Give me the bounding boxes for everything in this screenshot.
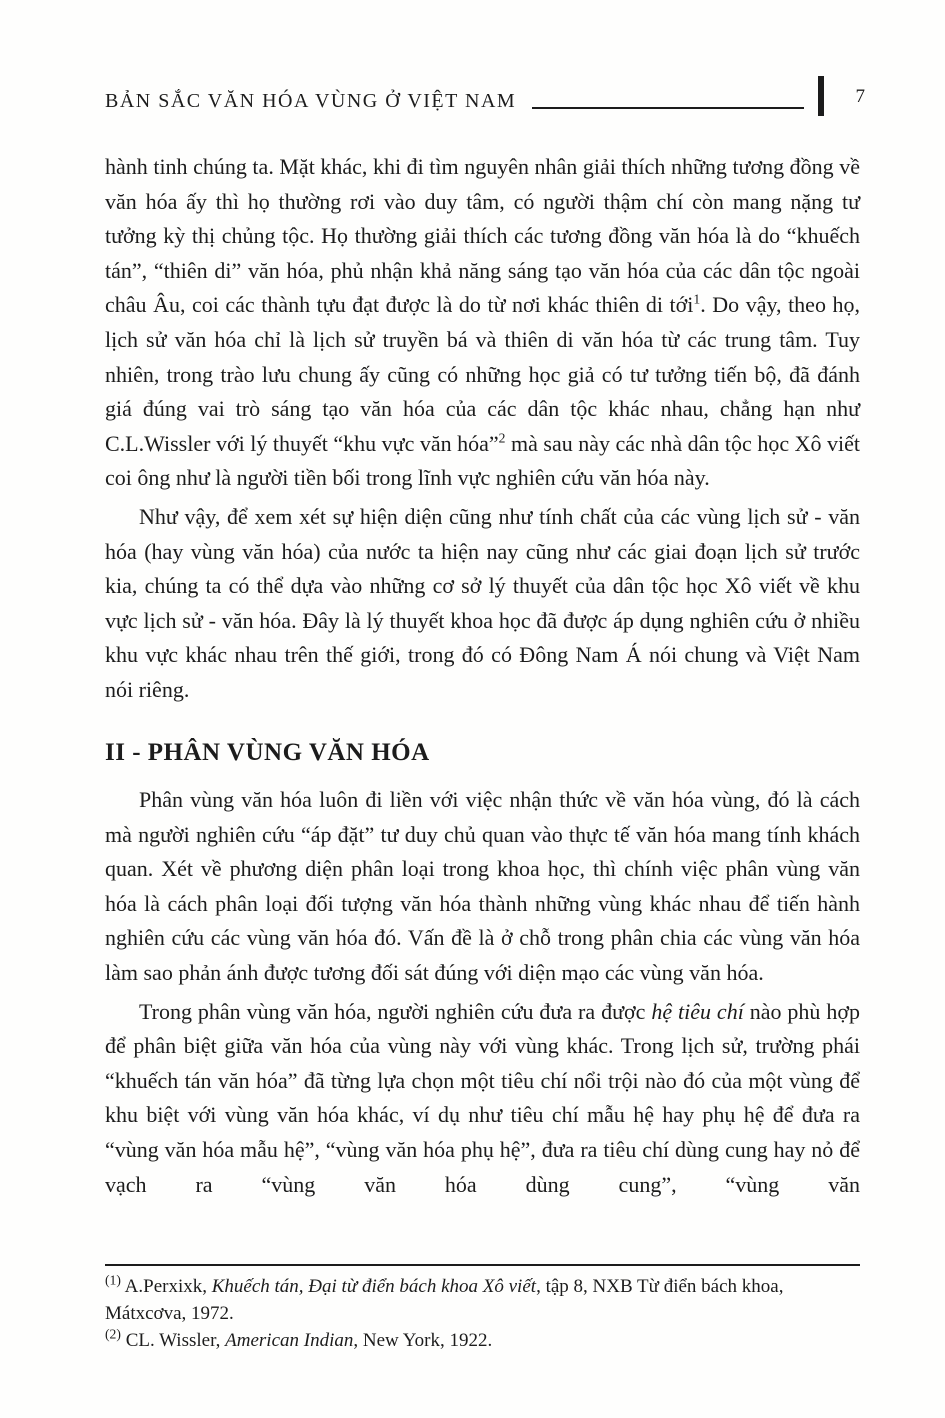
footnote-2 bbox=[105, 1327, 860, 1354]
page-number: 7 bbox=[855, 86, 865, 107]
paragraph-text: Trong phân vùng văn hóa, người nghiên cứu đưa ra được bbox=[139, 998, 652, 1024]
page-body bbox=[105, 150, 860, 1202]
footnote-marker-2: (2) bbox=[105, 1326, 121, 1342]
footnote-text: , New York, 1922. bbox=[353, 1330, 493, 1351]
emphasis-text: hệ tiêu chí bbox=[651, 998, 744, 1024]
paragraph-text: mà sau này các nhà dân tộc học Xô viết coi ông như là người tiền bối trong lĩnh vực nghiên cứu văn hóa này. bbox=[105, 430, 860, 491]
footnote-ref-1: 1 bbox=[693, 292, 701, 308]
footnote-1 bbox=[105, 1273, 860, 1327]
work-title: Khuếch tán, Đại từ điển bách khoa Xô viết bbox=[211, 1276, 537, 1297]
paragraph-text: . Do vậy, theo họ, lịch sử văn hóa chỉ là lịch sử truyền bá và thiên di văn hóa từ các trung tâm. Tuy nhiên, trong trào lưu chung ấy cũng có những học giả có tư tưởng tiến bộ, đã đánh giá đúng vai trò sáng tạo văn hóa của các dân tộc khác nhau, chẳng hạn như C.L.Wissler với lý thuyết “khu vực văn hóa” bbox=[105, 292, 860, 456]
footnote-text: , tập 8, NXB Từ điển bách khoa, Mátxcơva, 1972. bbox=[105, 1276, 784, 1324]
paragraph-3: Phân vùng văn hóa luôn đi liền với việc nhận thức về văn hóa vùng, đó là cách mà người nghiên cứu “áp đặt” tư duy chủ quan vào thực tế văn hóa mang tính khách quan. Xét về phương diện phân loại trong khoa học, thì chính việc phân vùng văn hóa là cách phân loại đối tượng văn hóa thành những vùng khác nhau để tiến hành nghiên cứu các vùng văn hóa đó. Vấn đề là ở chỗ trong phân chia các vùng văn hóa làm sao phản ánh được tương đối sát đúng với diện mạo các vùng văn hóa. bbox=[105, 787, 860, 986]
paragraph-4 bbox=[105, 995, 860, 1203]
footnote-marker-1: (1) bbox=[105, 1272, 121, 1288]
footnote-text: CL. Wissler, bbox=[120, 1330, 226, 1351]
paragraph-1 bbox=[105, 150, 860, 496]
footnote-ref-2: 2 bbox=[498, 430, 506, 446]
work-title: American Indian bbox=[225, 1330, 354, 1351]
footnotes-section bbox=[105, 1264, 860, 1354]
header-divider-bar bbox=[818, 76, 824, 116]
footnote-text: A.Perxixk, bbox=[120, 1276, 212, 1297]
section-heading: II - PHÂN VÙNG VĂN HÓA bbox=[105, 738, 430, 766]
paragraph-2: Như vậy, để xem xét sự hiện diện cũng như tính chất của các vùng lịch sử - văn hóa (hay vùng văn hóa) của nước ta hiện nay cũng như các giai đoạn lịch sử trước kia, chúng ta có thể dựa vào những cơ sở lý thuyết của dân tộc học Xô viết về khu vực lịch sử - văn hóa. Đây là lý thuyết khoa học đã được áp dụng nghiên cứu ở nhiều khu vực khác nhau trên thế giới, trong đó có Đông Nam Á nói chung và Việt Nam nói riêng. bbox=[105, 503, 860, 702]
header-rule bbox=[532, 107, 803, 109]
paragraph-text: hành tinh chúng ta. Mặt khác, khi đi tìm nguyên nhân giải thích những tương đồng về văn hóa ấy thì họ thường rơi vào duy tâm, có người thậm chí còn mang nặng tư tưởng kỳ thị chủng tộc. Họ thường giải thích các tương đồng văn hóa là do “khuếch tán”, “thiên di” văn hóa, phủ nhận khả năng sáng tạo văn hóa của các dân tộc ngoài châu Âu, coi các thành tựu đạt được là do từ nơi khác thiên di tới bbox=[105, 154, 860, 318]
page-header bbox=[105, 76, 865, 116]
paragraph-text: nào phù hợp để phân biệt giữa văn hóa của vùng này với vùng khác. Trong lịch sử, trường phái “khuếch tán văn hóa” đã từng lựa chọn một tiêu chí nổi trội nào đó của một vùng để khu biệt với vùng văn hóa khác, ví dụ như tiêu chí mẫu hệ hay phụ hệ để đưa ra “vùng văn hóa mẫu hệ”, “vùng văn hóa phụ hệ”, đưa ra tiêu chí dùng cung hay nỏ để vạch ra “vùng văn hóa dùng cung”, “vùng văn bbox=[105, 998, 860, 1197]
running-title: BẢN SẮC VĂN HÓA VÙNG Ở VIỆT NAM bbox=[105, 90, 517, 112]
